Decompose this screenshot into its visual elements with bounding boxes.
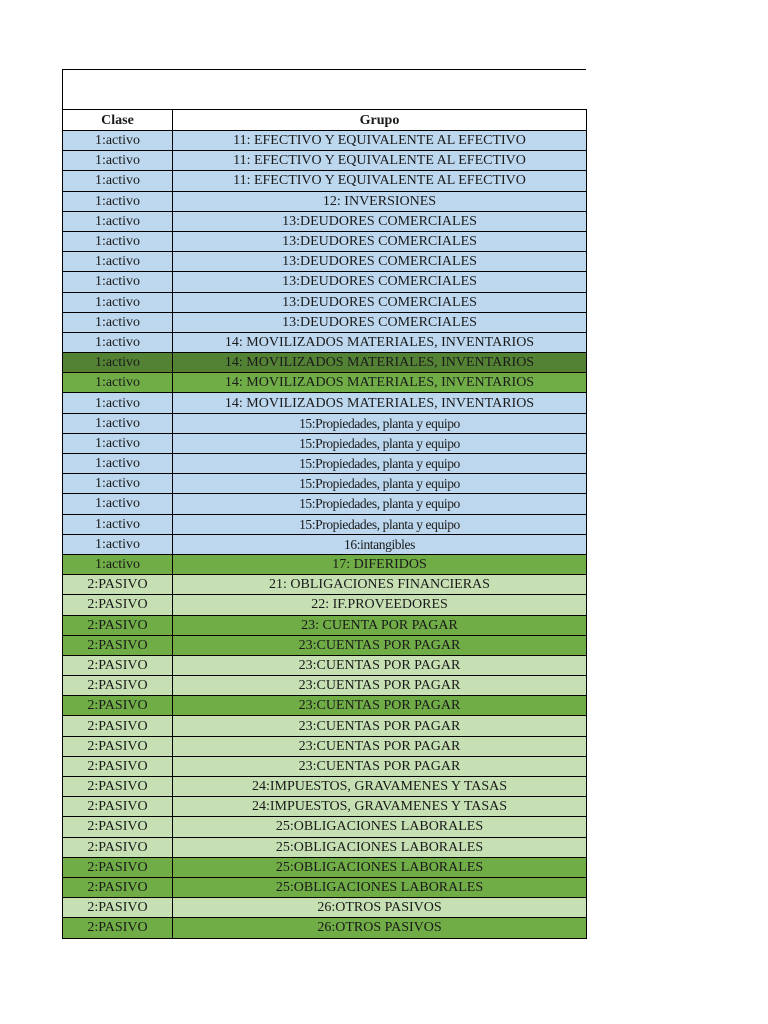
cell-clase[interactable]: 1:activo	[63, 211, 173, 231]
cell-grupo[interactable]: 13:DEUDORES COMERCIALES	[173, 312, 587, 332]
header-clase[interactable]: Clase	[63, 110, 173, 131]
cell-grupo[interactable]: 17: DIFERIDOS	[173, 554, 587, 574]
cell-grupo[interactable]: 15:Propiedades, planta y equipo	[173, 514, 587, 534]
cell-grupo[interactable]: 12: INVERSIONES	[173, 191, 587, 211]
cell-clase[interactable]: 1:activo	[63, 131, 173, 151]
table-row	[63, 817, 587, 837]
cell-clase[interactable]: 2:PASIVO	[63, 575, 173, 595]
table-row	[63, 494, 587, 514]
cell-clase[interactable]: 2:PASIVO	[63, 615, 173, 635]
table-row	[63, 433, 587, 453]
cell-clase[interactable]: 1:activo	[63, 534, 173, 554]
cell-clase[interactable]: 2:PASIVO	[63, 736, 173, 756]
cell-clase[interactable]: 2:PASIVO	[63, 696, 173, 716]
table-row	[63, 373, 587, 393]
cell-clase[interactable]: 1:activo	[63, 332, 173, 352]
table-body	[63, 131, 587, 939]
cell-grupo[interactable]: 21: OBLIGACIONES FINANCIERAS	[173, 575, 587, 595]
cell-grupo[interactable]: 14: MOVILIZADOS MATERIALES, INVENTARIOS	[173, 393, 587, 413]
cell-grupo[interactable]: 15:Propiedades, planta y equipo	[173, 474, 587, 494]
cell-clase[interactable]: 1:activo	[63, 353, 173, 373]
cell-clase[interactable]: 2:PASIVO	[63, 817, 173, 837]
table-row	[63, 676, 587, 696]
cell-grupo[interactable]: 23:CUENTAS POR PAGAR	[173, 756, 587, 776]
table-row	[63, 454, 587, 474]
cell-clase[interactable]: 1:activo	[63, 252, 173, 272]
cell-grupo[interactable]: 23:CUENTAS POR PAGAR	[173, 676, 587, 696]
table-row	[63, 615, 587, 635]
table-row	[63, 292, 587, 312]
cell-grupo[interactable]: 23:CUENTAS POR PAGAR	[173, 736, 587, 756]
header-grupo[interactable]: Grupo	[173, 110, 587, 131]
cell-grupo[interactable]: 24:IMPUESTOS, GRAVAMENES Y TASAS	[173, 777, 587, 797]
cell-clase[interactable]: 1:activo	[63, 514, 173, 534]
table-row	[63, 191, 587, 211]
cell-clase[interactable]: 1:activo	[63, 393, 173, 413]
cell-grupo[interactable]: 25:OBLIGACIONES LABORALES	[173, 817, 587, 837]
table-row	[63, 696, 587, 716]
cell-grupo[interactable]: 25:OBLIGACIONES LABORALES	[173, 837, 587, 857]
cell-clase[interactable]: 2:PASIVO	[63, 837, 173, 857]
cell-clase[interactable]: 1:activo	[63, 373, 173, 393]
cell-grupo[interactable]: 23:CUENTAS POR PAGAR	[173, 655, 587, 675]
table-row	[63, 231, 587, 251]
cell-clase[interactable]: 1:activo	[63, 191, 173, 211]
cell-clase[interactable]: 1:activo	[63, 433, 173, 453]
cell-grupo[interactable]: 14: MOVILIZADOS MATERIALES, INVENTARIOS	[173, 353, 587, 373]
table-row	[63, 837, 587, 857]
cell-clase[interactable]: 2:PASIVO	[63, 918, 173, 938]
cell-grupo[interactable]: 11: EFECTIVO Y EQUIVALENTE AL EFECTIVO	[173, 171, 587, 191]
table-row	[63, 797, 587, 817]
table-row	[63, 716, 587, 736]
cell-clase[interactable]: 1:activo	[63, 454, 173, 474]
cell-grupo[interactable]: 11: EFECTIVO Y EQUIVALENTE AL EFECTIVO	[173, 151, 587, 171]
table-row	[63, 131, 587, 151]
table-row	[63, 211, 587, 231]
cell-grupo[interactable]: 23:CUENTAS POR PAGAR	[173, 635, 587, 655]
table-row	[63, 252, 587, 272]
cell-grupo[interactable]: 26:OTROS PASIVOS	[173, 918, 587, 938]
table-row	[63, 151, 587, 171]
cell-grupo[interactable]: 14: MOVILIZADOS MATERIALES, INVENTARIOS	[173, 332, 587, 352]
cell-grupo[interactable]: 23:CUENTAS POR PAGAR	[173, 696, 587, 716]
table-row	[63, 736, 587, 756]
cell-clase[interactable]: 2:PASIVO	[63, 635, 173, 655]
cell-clase[interactable]: 1:activo	[63, 494, 173, 514]
table-row	[63, 595, 587, 615]
cell-grupo[interactable]: 15:Propiedades, planta y equipo	[173, 413, 587, 433]
table-header-row	[63, 110, 587, 131]
cell-clase[interactable]: 1:activo	[63, 151, 173, 171]
table-row	[63, 413, 587, 433]
table-row	[63, 393, 587, 413]
table-row	[63, 918, 587, 938]
cell-grupo[interactable]: 14: MOVILIZADOS MATERIALES, INVENTARIOS	[173, 373, 587, 393]
cell-grupo[interactable]: 15:Propiedades, planta y equipo	[173, 454, 587, 474]
cell-clase[interactable]: 2:PASIVO	[63, 777, 173, 797]
cell-clase[interactable]: 1:activo	[63, 312, 173, 332]
table-row	[63, 756, 587, 776]
cell-grupo[interactable]: 13:DEUDORES COMERCIALES	[173, 272, 587, 292]
table-row	[63, 898, 587, 918]
empty-title-row	[62, 69, 586, 109]
table-row	[63, 554, 587, 574]
cell-clase[interactable]: 2:PASIVO	[63, 857, 173, 877]
cell-grupo[interactable]: 11: EFECTIVO Y EQUIVALENTE AL EFECTIVO	[173, 131, 587, 151]
table-row	[63, 171, 587, 191]
table-row	[63, 655, 587, 675]
cell-clase[interactable]: 2:PASIVO	[63, 756, 173, 776]
table-row	[63, 877, 587, 897]
cell-grupo[interactable]: 13:DEUDORES COMERCIALES	[173, 211, 587, 231]
table-row	[63, 575, 587, 595]
cell-grupo[interactable]: 22: IF.PROVEEDORES	[173, 595, 587, 615]
cell-clase[interactable]: 2:PASIVO	[63, 676, 173, 696]
cell-grupo[interactable]: 25:OBLIGACIONES LABORALES	[173, 857, 587, 877]
table-row	[63, 514, 587, 534]
cell-clase[interactable]: 1:activo	[63, 231, 173, 251]
cell-grupo[interactable]: 15:Propiedades, planta y equipo	[173, 433, 587, 453]
cell-clase[interactable]: 1:activo	[63, 413, 173, 433]
table-row	[63, 312, 587, 332]
cell-clase[interactable]: 2:PASIVO	[63, 898, 173, 918]
cell-clase[interactable]: 1:activo	[63, 474, 173, 494]
cell-grupo[interactable]: 13:DEUDORES COMERCIALES	[173, 292, 587, 312]
table-row	[63, 534, 587, 554]
cell-grupo[interactable]: 25:OBLIGACIONES LABORALES	[173, 877, 587, 897]
cell-clase[interactable]: 1:activo	[63, 292, 173, 312]
table-row	[63, 332, 587, 352]
table-row	[63, 272, 587, 292]
cell-grupo[interactable]: 26:OTROS PASIVOS	[173, 898, 587, 918]
cell-grupo[interactable]: 13:DEUDORES COMERCIALES	[173, 231, 587, 251]
cell-clase[interactable]: 2:PASIVO	[63, 595, 173, 615]
cell-grupo[interactable]: 23: CUENTA POR PAGAR	[173, 615, 587, 635]
cell-clase[interactable]: 1:activo	[63, 272, 173, 292]
cell-clase[interactable]: 2:PASIVO	[63, 716, 173, 736]
cell-grupo[interactable]: 15:Propiedades, planta y equipo	[173, 494, 587, 514]
table-row	[63, 474, 587, 494]
cell-clase[interactable]: 1:activo	[63, 171, 173, 191]
accounts-table	[62, 109, 587, 939]
cell-grupo[interactable]: 23:CUENTAS POR PAGAR	[173, 716, 587, 736]
cell-clase[interactable]: 1:activo	[63, 554, 173, 574]
table-row	[63, 857, 587, 877]
table-row	[63, 635, 587, 655]
cell-grupo[interactable]: 13:DEUDORES COMERCIALES	[173, 252, 587, 272]
cell-clase[interactable]: 2:PASIVO	[63, 655, 173, 675]
cell-grupo[interactable]: 16:intangibles	[173, 534, 587, 554]
table-row	[63, 353, 587, 373]
spreadsheet	[62, 69, 586, 939]
table-row	[63, 777, 587, 797]
cell-clase[interactable]: 2:PASIVO	[63, 877, 173, 897]
cell-clase[interactable]: 2:PASIVO	[63, 797, 173, 817]
cell-grupo[interactable]: 24:IMPUESTOS, GRAVAMENES Y TASAS	[173, 797, 587, 817]
